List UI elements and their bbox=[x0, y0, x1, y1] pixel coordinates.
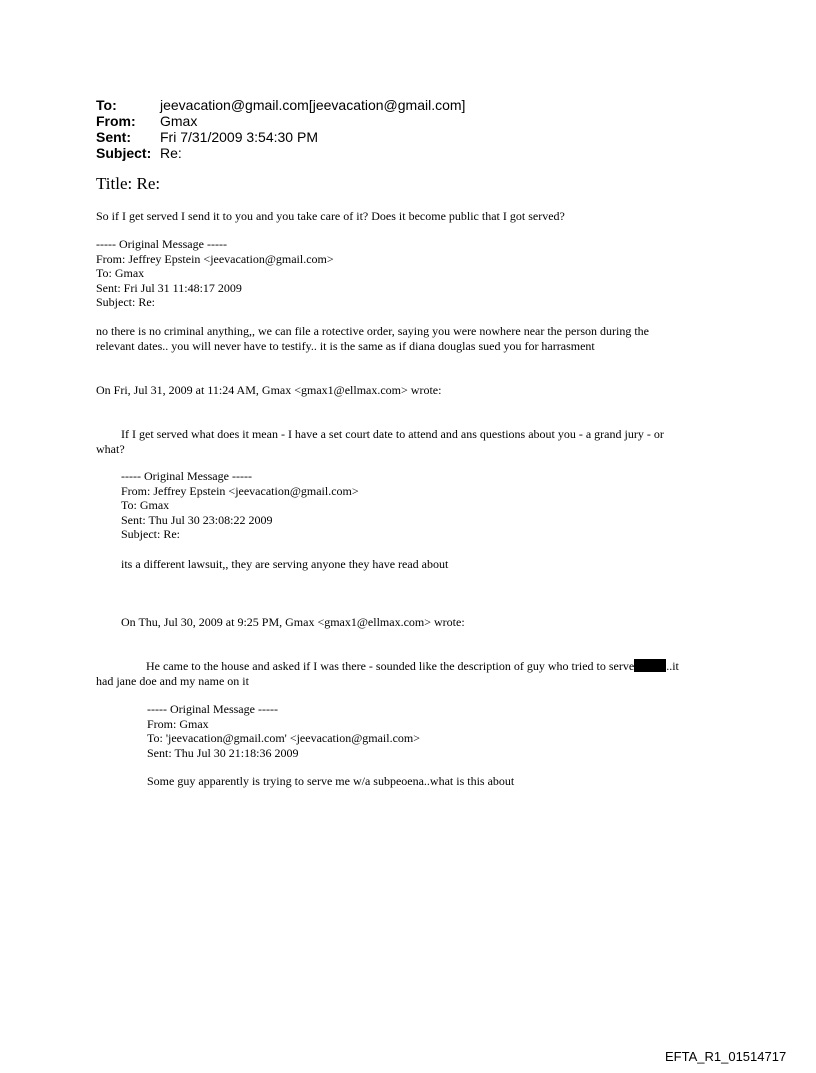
original-message-divider: ----- Original Message ----- bbox=[147, 702, 278, 716]
paragraph-text: He came to the house and asked if I was there - sounded like the description of guy who tried to serve bbox=[146, 659, 635, 673]
from-label: From: bbox=[96, 113, 136, 129]
paragraph-line: If I get served what does it mean - I have a set court date to attend and ans questions about you - a grand jury - or bbox=[121, 427, 664, 441]
original-message-sent: Sent: Thu Jul 30 23:08:22 2009 bbox=[121, 512, 273, 527]
message-paragraph-3 bbox=[96, 427, 736, 456]
original-message-from: From: Gmax bbox=[147, 716, 209, 731]
original-message-1 bbox=[96, 237, 736, 310]
original-message-2 bbox=[121, 469, 761, 542]
paragraph-line: had jane doe and my name on it bbox=[96, 673, 249, 688]
paragraph-line: what? bbox=[96, 441, 125, 456]
paragraph-line bbox=[96, 659, 736, 674]
from-value: Gmax bbox=[160, 113, 198, 129]
header-sent-row bbox=[96, 129, 465, 145]
header-to-row bbox=[96, 97, 465, 113]
to-value: jeevacation@gmail.com[jeevacation@gmail.com] bbox=[160, 97, 466, 113]
redaction-box bbox=[634, 659, 666, 672]
message-paragraph-6 bbox=[147, 774, 787, 789]
message-paragraph-2 bbox=[96, 324, 736, 353]
quote-attribution-1 bbox=[96, 383, 736, 398]
paragraph-line: relevant dates.. you will never have to testify.. it is the same as if diana douglas sued you for harrasment bbox=[96, 338, 595, 353]
header-from-row bbox=[96, 113, 465, 129]
document-title: Title: Re: bbox=[96, 174, 161, 193]
original-message-from: From: Jeffrey Epstein <jeevacation@gmail.com> bbox=[121, 483, 359, 498]
paragraph-line: So if I get served I send it to you and you take care of it? Does it become public that I got served? bbox=[96, 209, 565, 223]
sent-label: Sent: bbox=[96, 129, 131, 145]
subject-value: Re: bbox=[160, 145, 182, 161]
subject-label: Subject: bbox=[96, 145, 152, 161]
original-message-from: From: Jeffrey Epstein <jeevacation@gmail.com> bbox=[96, 251, 334, 266]
original-message-divider: ----- Original Message ----- bbox=[96, 237, 227, 251]
paragraph-text: ..it bbox=[666, 659, 679, 673]
sent-value: Fri 7/31/2009 3:54:30 PM bbox=[160, 129, 318, 145]
quote-line: On Fri, Jul 31, 2009 at 11:24 AM, Gmax <gmax1@ellmax.com> wrote: bbox=[96, 383, 442, 397]
original-message-to: To: Gmax bbox=[121, 498, 170, 512]
original-message-to: To: Gmax bbox=[96, 266, 145, 280]
original-message-subject: Subject: Re: bbox=[96, 295, 155, 309]
message-paragraph-1 bbox=[96, 209, 736, 224]
original-message-divider: ----- Original Message ----- bbox=[121, 469, 252, 483]
paragraph-line: Some guy apparently is trying to serve me w/a subpeoena..what is this about bbox=[147, 774, 515, 788]
original-message-3 bbox=[147, 702, 787, 760]
message-paragraph-5 bbox=[96, 659, 736, 688]
email-header bbox=[96, 97, 465, 161]
original-message-sent: Sent: Fri Jul 31 11:48:17 2009 bbox=[96, 280, 242, 295]
quote-line: On Thu, Jul 30, 2009 at 9:25 PM, Gmax <gmax1@ellmax.com> wrote: bbox=[121, 615, 465, 629]
original-message-subject: Subject: Re: bbox=[121, 527, 180, 541]
original-message-sent: Sent: Thu Jul 30 21:18:36 2009 bbox=[147, 745, 299, 760]
to-label: To: bbox=[96, 97, 117, 113]
document-id-footer: EFTA_R1_01514717 bbox=[665, 1049, 787, 1064]
header-subject-row bbox=[96, 145, 465, 161]
original-message-to: To: 'jeevacation@gmail.com' <jeevacation@gmail.com> bbox=[147, 731, 421, 745]
paragraph-line: no there is no criminal anything,, we can file a rotective order, saying you were nowhere near the person during the bbox=[96, 324, 649, 338]
message-paragraph-4 bbox=[121, 557, 761, 572]
quote-attribution-2 bbox=[121, 615, 761, 630]
paragraph-line: its a different lawsuit,, they are serving anyone they have read about bbox=[121, 557, 449, 571]
